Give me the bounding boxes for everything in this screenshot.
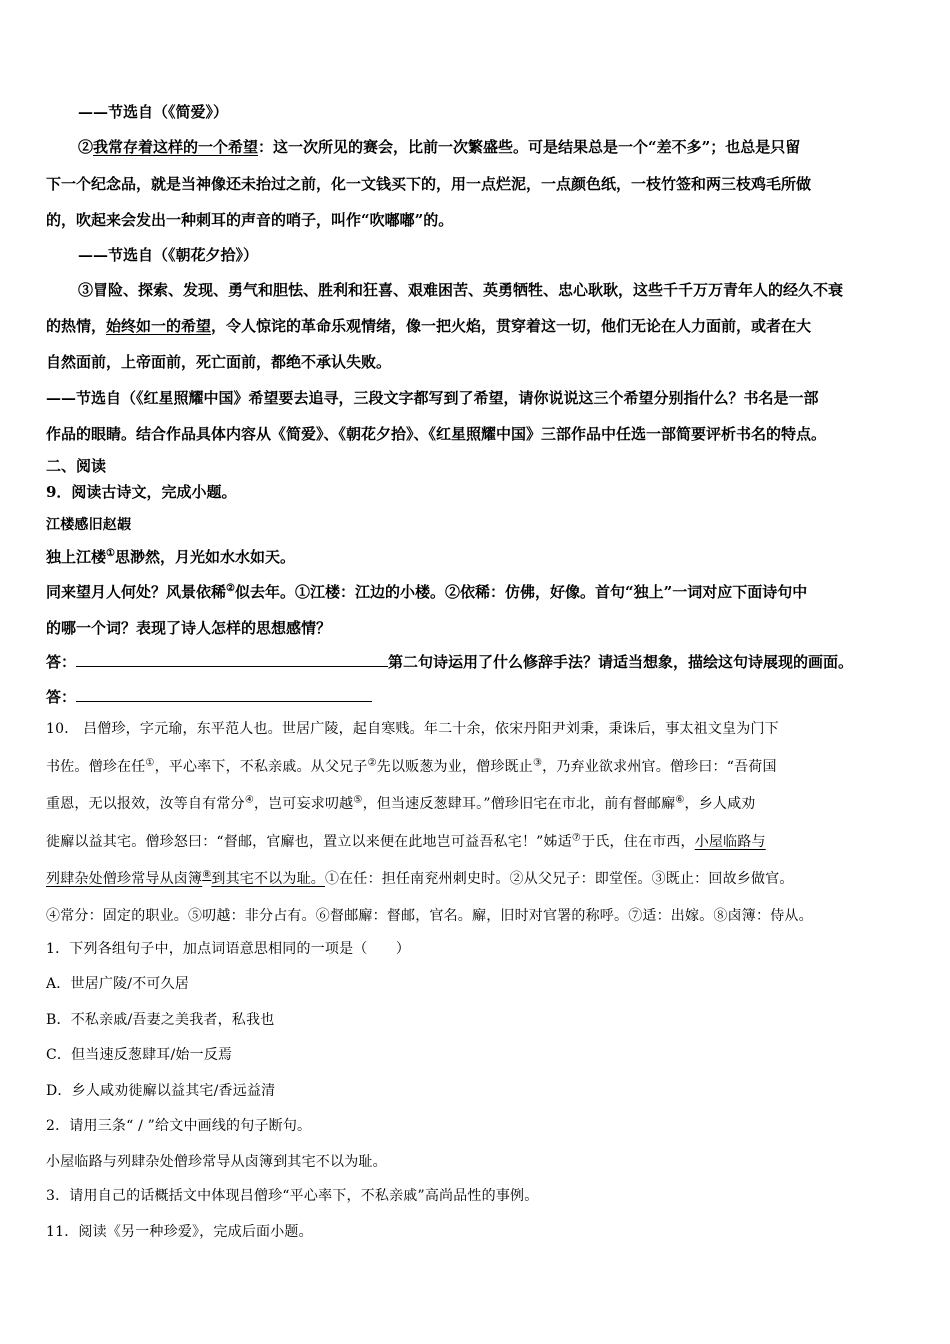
excerpt-2-line-3: 的，吹起来会发出一种刺耳的声音的哨子，叫作“吹嘟嘟”的。 <box>46 211 454 229</box>
answer-blank-2[interactable] <box>76 687 372 702</box>
question-11-title: 11．阅读《另一种珍爱》，完成后面小题。 <box>46 1224 313 1240</box>
poem-title: 江楼感旧赵嘏 <box>46 517 132 533</box>
underlined-hope-3: 始终如一的希望 <box>106 317 212 335</box>
answer-blank-1[interactable] <box>76 652 388 667</box>
option-c[interactable]: C．但当速反葱肆耳/始一反焉 <box>46 1047 233 1063</box>
answer-line-1: 答： 第二句诗运用了什么修辞手法？请适当想象，描绘这句诗展现的画面。 <box>46 653 854 671</box>
subquestion-1: 1．下列各组句子中，加点词语意思相同的一项是（ ） <box>46 941 411 957</box>
excerpt-2-line-1: ②我常存着这样的一个希望：这一次所见的赛会，比前一次繁盛些。可是结果总是一个“差不多”；也总是只留 <box>78 138 801 156</box>
poem-line-2: 同来望月人何处？风景依稀②似去年。①江楼：江边的小楼。②依稀：仿佛，好像。首句“独上”一词对应下面诗句中 <box>46 583 808 601</box>
underlined-sentence-part-3: 到其宅不以为耻。 <box>211 871 325 887</box>
underlined-hope-2: 我常存着这样的一个希望 <box>93 138 259 156</box>
classical-text-notes: ④常分：固定的职业。⑤叨越：非分占有。⑥督邮廨：督邮，官名。廨，旧时对官署的称呼。⑦适：出嫁。⑧卤簿：侍从。 <box>46 908 813 924</box>
source-dawn-blossoms: ——节选自（《朝花夕拾》） <box>78 246 259 264</box>
classical-text-line-2: 书佐。僧珍在任①，平心率下，不私亲戚。从父兄子②先以贩葱为业，僧珍既止③，乃弃业欲求州官。僧珍曰：“吾荷国 <box>46 757 777 775</box>
section-heading-reading: 二、阅读 <box>46 457 107 475</box>
question-9-prompt: 的哪一个词？表现了诗人怎样的思想感情？ <box>46 619 332 637</box>
option-a[interactable]: A．世居广陵/不可久居 <box>46 976 190 992</box>
excerpt-3-line-2: 的热情，始终如一的希望，令人惊诧的革命乐观情绪，像一把火焰，贯穿着这一切，他们无论在人力面前，或者在大 <box>46 317 812 335</box>
answer-line-2: 答： <box>46 687 372 707</box>
excerpt-3-line-1: ③冒险、探索、发现、勇气和胆怯、胜利和狂喜、艰难困苦、英勇牺牲、忠心耿耿，这些千千万万青年人的经久不衰 <box>78 281 844 299</box>
classical-text-line-1: 10． 吕僧珍，字元瑜，东平范人也。世居广陵，起自寒贱。年二十余，依宋丹阳尹刘秉，秉诛后，事太祖文皇为门下 <box>46 721 779 737</box>
classical-text-line-3: 重恩，无以报效，汝等自有常分④，岂可妄求叨越⑤，但当速反葱肆耳。”僧珍旧宅在市北，前有督邮廨⑥，乡人咸劝 <box>46 794 756 812</box>
underlined-sentence-part-1: 小屋临路与 <box>694 834 766 850</box>
question-8-line-1: ——节选自（《红星照耀中国》希望要去追寻，三段文字都写到了希望，请你说说这三个希望分别指什么？书名是一部 <box>46 389 819 407</box>
source-jane-eyre: ——节选自（《简爱》） <box>78 103 229 121</box>
option-b[interactable]: B．不私亲戚/吾妻之美我者，私我也 <box>46 1012 275 1028</box>
poem-line-1: 独上江楼①思渺然，月光如水水如天。 <box>46 548 295 566</box>
subquestion-2: 2．请用三条“ / ”给文中画线的句子断句。 <box>46 1118 312 1134</box>
classical-text-line-5: 列肆杂处僧珍常导从卤簿⑧到其宅不以为耻。①在任：担任南兖州刺史时。②从父兄子：即堂侄。③既止：回故乡做官。 <box>46 869 794 887</box>
underlined-sentence-part-2: 列肆杂处僧珍常导从卤簿 <box>46 871 203 887</box>
question-8-line-2: 作品的眼睛。结合作品具体内容从《简爱》、《朝花夕拾》、《红星照耀中国》三部作品中任选一部简要评析书名的特点。 <box>46 425 827 443</box>
question-9-title: 9．阅读古诗文，完成小题。 <box>46 483 237 501</box>
subquestion-2-sentence: 小屋临路与列肆杂处僧珍常导从卤簿到其宅不以为耻。 <box>46 1154 387 1170</box>
option-d[interactable]: D．乡人咸劝徙廨以益其宅/香远益清 <box>46 1083 276 1099</box>
subquestion-3: 3．请用自己的话概括文中体现吕僧珍“平心率下，不私亲戚”高尚品性的事例。 <box>46 1188 539 1204</box>
excerpt-3-line-3: 自然面前，上帝面前，死亡面前，都绝不承认失败。 <box>46 353 392 371</box>
classical-text-line-4: 徙廨以益其宅。僧珍怒曰：“督邮，官廨也，置立以来便在此地岂可益吾私宅！”姊适⑦于氏，住在市西，小屋临路与 <box>46 832 766 850</box>
excerpt-2-line-2: 下一个纪念品，就是当神像还未抬过之前，化一文钱买下的，用一点烂泥，一点颜色纸，一枝竹签和两三枝鸡毛所做 <box>46 175 812 193</box>
